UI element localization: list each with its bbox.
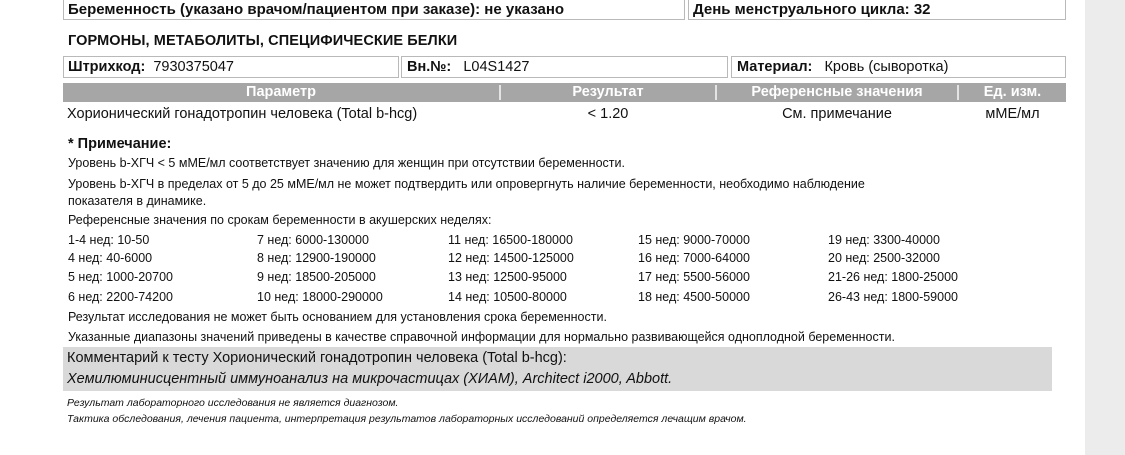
- week-ref: 19 нед: 3300-40000: [828, 233, 940, 247]
- material-value: Кровь (сыворотка): [824, 59, 949, 75]
- week-ref: 11 нед: 16500-180000: [448, 233, 573, 247]
- note-line: Уровень b-ХГЧ < 5 мМЕ/мл соответствует значению для женщин при отсутствии беременности.: [68, 156, 625, 170]
- week-ref: 20 нед: 2500-32000: [828, 251, 940, 265]
- barcode: [68, 59, 234, 75]
- week-ref: 4 нед: 40-6000: [68, 251, 153, 265]
- material: [737, 59, 948, 75]
- week-ref: 21-26 нед: 1800-25000: [828, 270, 958, 284]
- inner-number-label: Вн.№:: [407, 59, 452, 75]
- header-parameter: Параметр: [246, 84, 316, 100]
- inner-number-value: L04S1427: [463, 59, 530, 75]
- week-ref: 26-43 нед: 1800-59000: [828, 290, 958, 304]
- row-parameter: Хорионический гонадотропин человека (Total b-hcg): [67, 106, 418, 122]
- week-ref: 8 нед: 12900-190000: [257, 251, 376, 265]
- header-reference: Референсные значения: [751, 84, 923, 100]
- note-line: показателя в динамике.: [68, 194, 207, 208]
- week-ref: 5 нед: 1000-20700: [68, 270, 173, 284]
- test-comment-title: Комментарий к тесту Хорионический гонадотропин человека (Total b-hcg):: [67, 350, 567, 366]
- note-title: * Примечание:: [68, 136, 172, 152]
- barcode-label: Штрихкод:: [68, 59, 146, 75]
- week-ref: 18 нед: 4500-50000: [638, 290, 750, 304]
- header-result: Результат: [572, 84, 644, 100]
- row-unit: мМЕ/мл: [985, 106, 1040, 122]
- material-label: Материал:: [737, 59, 813, 75]
- section-title: ГОРМОНЫ, МЕТАБОЛИТЫ, СПЕЦИФИЧЕСКИЕ БЕЛКИ: [68, 33, 458, 49]
- week-ref: 14 нед: 10500-80000: [448, 290, 567, 304]
- note-line: Референсные значения по срокам беременности в акушерских неделях:: [68, 213, 492, 227]
- note-line: Указанные диапазоны значений приведены в качестве справочной информации для нормально развивающейся одноплодной беременности.: [68, 330, 895, 344]
- week-ref: 16 нед: 7000-64000: [638, 251, 750, 265]
- barcode-value: 7930375047: [153, 59, 234, 75]
- week-ref: 17 нед: 5500-56000: [638, 270, 750, 284]
- week-ref: 12 нед: 14500-125000: [448, 251, 574, 265]
- note-line: Уровень b-ХГЧ в пределах от 5 до 25 мМЕ/мл не может подтвердить или опровергнуть наличие беременности, необходимо наблюдение: [68, 177, 865, 191]
- week-ref: 9 нед: 18500-205000: [257, 270, 376, 284]
- footer-disclaimer: Тактика обследования, лечения пациента, интерпретация результатов лабораторных исследований определяется лечащим врачом.: [67, 413, 747, 425]
- week-ref: 15 нед: 9000-70000: [638, 233, 750, 247]
- inner-number: [407, 59, 529, 75]
- week-ref: 6 нед: 2200-74200: [68, 290, 173, 304]
- week-ref: 1-4 нед: 10-50: [68, 233, 150, 247]
- week-ref: 10 нед: 18000-290000: [257, 290, 383, 304]
- results-table-header: [63, 83, 1066, 102]
- pregnancy-status: Беременность (указано врачом/пациентом при заказе): не указано: [68, 1, 565, 18]
- scrollbar-track[interactable]: [1085, 0, 1125, 455]
- row-reference: См. примечание: [782, 106, 892, 122]
- footer-disclaimer: Результат лабораторного исследования не является диагнозом.: [67, 397, 399, 409]
- row-result: < 1.20: [587, 106, 629, 122]
- week-ref: 7 нед: 6000-130000: [257, 233, 369, 247]
- note-line: Результат исследования не может быть основанием для установления срока беременности.: [68, 310, 607, 324]
- header-unit: Ед. изм.: [983, 84, 1042, 100]
- test-comment-method: Хемилюминисцентный иммуноанализ на микрочастицах (ХИАМ), Architect i2000, Abbott.: [67, 371, 673, 387]
- cycle-day: День менструального цикла: 32: [693, 1, 931, 18]
- week-ref: 13 нед: 12500-95000: [448, 270, 567, 284]
